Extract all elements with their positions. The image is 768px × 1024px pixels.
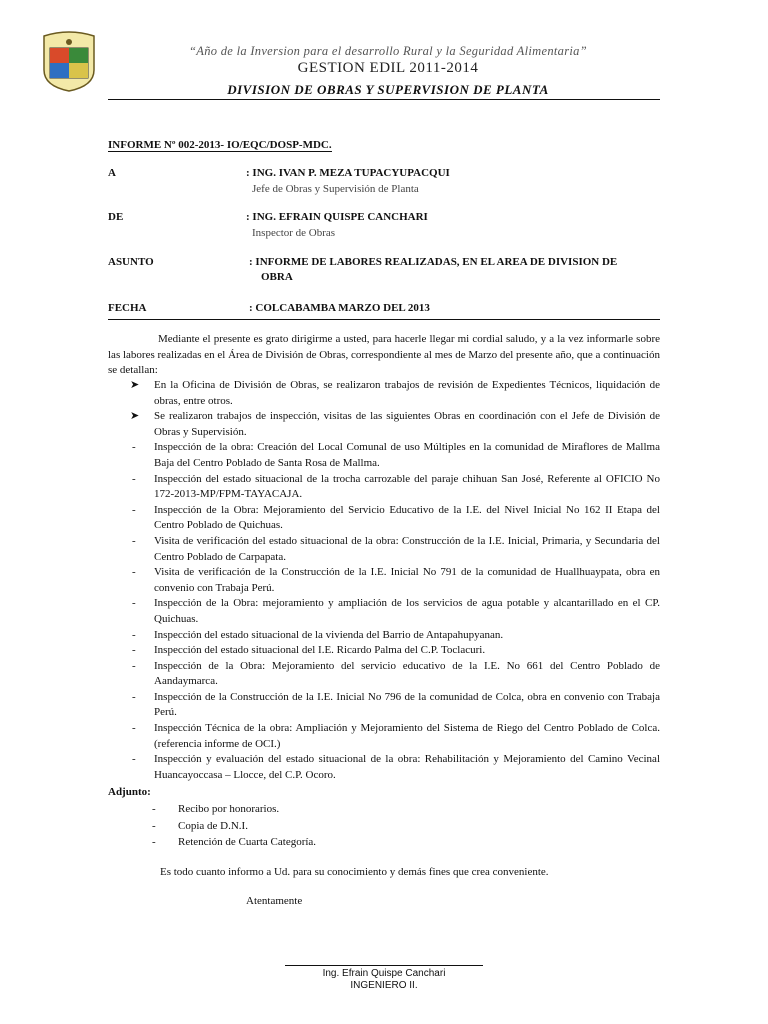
dash-bullet-icon: -: [132, 441, 136, 454]
header-divider: [108, 99, 660, 100]
dash-bullet-icon: -: [132, 503, 136, 516]
attachments-list: [152, 801, 452, 851]
activity-text: Se realizaron trabajos de inspección, visitas de las siguientes Obras en coordinación con el Jefe de División de Obras y Supervisión.: [154, 410, 660, 438]
attachment-item: [152, 834, 452, 851]
dash-bullet-icon: -: [132, 659, 136, 672]
activity-item: [108, 565, 660, 596]
activity-text: Visita de verificación de la Construcción de la I.E. Inicial No 791 de la comunidad de Huallhuaypata, obra en convenio con Trabaja Perú.: [154, 566, 660, 594]
dash-bullet-icon: -: [132, 753, 136, 766]
from-label: DE: [108, 211, 124, 223]
subject-line-2: OBRA: [261, 271, 293, 283]
to-label: A: [108, 167, 116, 179]
attachment-item: [152, 801, 452, 818]
dash-bullet-icon: -: [132, 566, 136, 579]
activity-text: Inspección del estado situacional del I.E. Ricardo Palma del C.P. Toclacuri.: [154, 644, 486, 657]
fields-divider: [108, 319, 660, 320]
activity-text: Visita de verificación del estado situacional de la obra: Construcción de la I.E. Inicial, Primaria, y Secundaria del Centro Poblado de Carpapata.: [154, 534, 660, 563]
signature-line: [285, 965, 483, 966]
arrow-bullet-icon: ➤: [130, 379, 140, 391]
date-value: : COLCABAMBA MARZO DEL 2013: [249, 302, 430, 314]
activity-text: En la Oficina de División de Obras, se realizaron trabajos de revisión de Expedientes Técnicos, liquidación de obras, entre otros.: [154, 379, 660, 407]
activity-text: Inspección de la Obra: mejoramiento y ampliación de los servicios de agua potable y alcantarillado en el CP. Quichuas.: [154, 597, 660, 625]
dash-bullet-icon: -: [132, 628, 136, 641]
activity-item: [108, 503, 660, 534]
attachment-item: [152, 818, 452, 835]
dash-bullet-icon: -: [152, 819, 156, 832]
activity-item: [108, 378, 660, 409]
activity-item: [108, 721, 660, 752]
activity-text: Inspección de la Construcción de la I.E. Inicial No 796 de la comunidad de Colca, obra en convenio con Trabaja Perú.: [154, 690, 660, 719]
municipal-logo: [40, 30, 98, 92]
dash-bullet-icon: -: [132, 644, 136, 657]
subject-label: ASUNTO: [108, 256, 154, 268]
activity-text: Inspección de la Obra: Mejoramiento del servicio educativo de la I.E. No 661 del Centro Poblado de Aandaymarca.: [154, 659, 660, 688]
dash-bullet-icon: -: [132, 472, 136, 485]
from-role: Inspector de Obras: [252, 227, 336, 239]
activity-text: Inspección y evaluación del estado situacional de la obra: Rehabilitación y Mejoramiento del Camino Vecinal Huancayoccasa – Llocce, del C.P. Ocoro.: [154, 753, 660, 781]
activity-item: [108, 596, 660, 627]
intro-paragraph: Mediante el presente es grato dirigirme a usted, para hacerle llegar mi cordial saludo, y a la vez informarle sobre las labores realizadas en el Área de División de Obras, correspondiente al mes de Marzo del presente año, que a continuación se detallan:: [108, 333, 660, 377]
report-number: INFORME Nº 002-2013- IO/EQC/DOSP-MDC.: [108, 139, 332, 151]
activity-item: [108, 752, 660, 783]
activity-text: Inspección de la obra: Creación del Local Comunal de uso Múltiples en la comunidad de Miraflores de Mallma Baja del Centro Poblado de Santa Rosa de Mallma.: [154, 441, 660, 469]
activity-text: Inspección Técnica de la obra: Ampliación y Mejoramiento del Sistema de Riego del Centro Poblado de Colca. (referencia informe de OCI.): [154, 722, 660, 750]
activity-item: [108, 628, 660, 644]
activity-text: Inspección de la Obra: Mejoramiento del Servicio Educativo de la I.E. del Nivel Inicial No 162 II Etapa del Centro Poblado de Quichuas.: [154, 503, 660, 532]
subject-line-1: : INFORME DE LABORES REALIZADAS, EN EL AREA DE DIVISION DE: [249, 256, 618, 268]
closing-paragraph: Es todo cuanto informo a Ud. para su conocimiento y demás fines que crea conveniente.: [160, 866, 549, 878]
signature-title: INGENIERO II.: [350, 980, 418, 991]
activity-item: [108, 440, 660, 471]
activity-text: Inspección del estado situacional de la trocha carrozable del paraje chihuan San José, Referente al OFICIO No 172-2013-MP/FPM-TAYACAJA.: [154, 472, 660, 501]
dash-bullet-icon: -: [132, 722, 136, 735]
to-role: Jefe de Obras y Supervisión de Planta: [252, 183, 419, 195]
activity-item: [108, 690, 660, 721]
activity-item: [108, 643, 660, 659]
attachment-text: Retención de Cuarta Categoría.: [178, 836, 317, 848]
date-label: FECHA: [108, 302, 147, 314]
regards: Atentamente: [246, 895, 303, 907]
gestion-title: GESTION EDIL 2011-2014: [297, 60, 479, 76]
to-name: : ING. IVAN P. MEZA TUPACYUPACQUI: [246, 167, 450, 179]
attachments-title: Adjunto:: [108, 786, 151, 798]
from-name: : ING. EFRAIN QUISPE CANCHARI: [246, 211, 428, 223]
dash-bullet-icon: -: [132, 597, 136, 610]
attachment-text: Copia de D.N.I.: [178, 819, 248, 832]
attachment-text: Recibo por honorarios.: [178, 803, 280, 815]
dash-bullet-icon: -: [132, 534, 136, 547]
signature-name: Ing. Efrain Quispe Canchari: [322, 968, 446, 979]
activity-list: [108, 378, 660, 783]
activity-text: Inspección del estado situacional de la vivienda del Barrio de Antapahupyanan.: [154, 628, 504, 641]
activity-item: [108, 534, 660, 565]
dash-bullet-icon: -: [132, 690, 136, 703]
activity-item: [108, 409, 660, 440]
year-motto: “Año de la Inversion para el desarrollo Rural y la Seguridad Alimentaria”: [189, 44, 587, 58]
arrow-bullet-icon: ➤: [130, 410, 140, 423]
dash-bullet-icon: -: [152, 803, 156, 815]
activity-item: [108, 472, 660, 503]
dash-bullet-icon: -: [152, 836, 156, 848]
activity-item: [108, 659, 660, 690]
division-title: DIVISION DE OBRAS Y SUPERVISION DE PLANTA: [227, 82, 549, 97]
